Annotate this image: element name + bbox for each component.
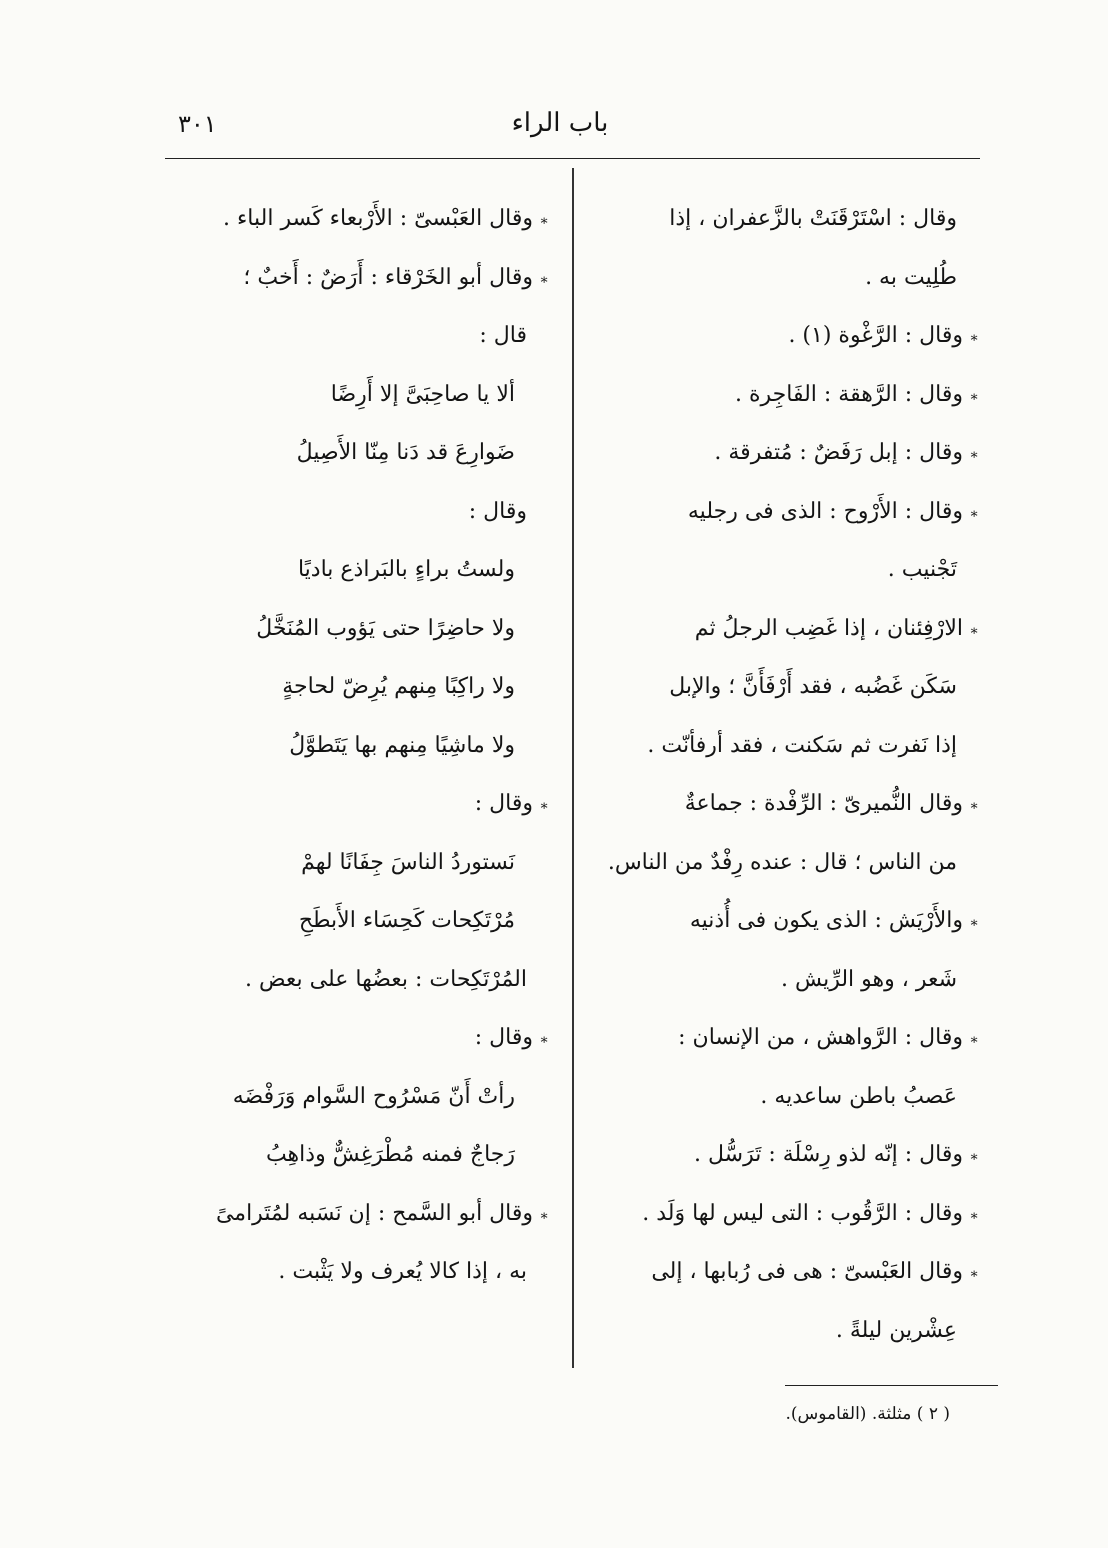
line-text: وقال العَبْسىّ : هى فى رُبابها ، إلى: [651, 1259, 963, 1284]
asterisk-icon: ∗: [539, 1207, 549, 1224]
text-line: [595, 249, 985, 308]
asterisk-icon: ∗: [539, 213, 549, 229]
footnote: ( ٢ ) مثلثة. (القاموس).: [785, 1404, 950, 1424]
asterisk-icon: ∗: [969, 915, 979, 931]
text-line: [160, 658, 555, 717]
line-text: سَكَن غَضُبه ، فقد أَرْفَأَنَّ ؛ والإبل: [669, 674, 957, 699]
right-column: [595, 190, 985, 1360]
line-text: تَجْنيب .: [887, 557, 957, 582]
asterisk-icon: ∗: [539, 271, 549, 288]
text-line: [160, 892, 555, 951]
chapter-title: باب الراء: [511, 108, 609, 138]
text-line: [595, 541, 985, 600]
text-line: [160, 249, 555, 308]
line-text: ولا حاضِرًا حتى يَؤوب المُنَخَّلُ: [256, 615, 515, 641]
line-text: نَستوردُ الناسَ جِفَانًا لهمْ: [301, 849, 515, 875]
asterisk-icon: ∗: [539, 798, 549, 814]
asterisk-icon: ∗: [969, 388, 979, 405]
text-line: [160, 483, 555, 542]
line-text: وقال : الرَّغْوة (١) .: [788, 323, 963, 348]
text-line: [160, 366, 555, 425]
text-line: [595, 951, 985, 1010]
line-text: وقال أبو السَّمح : إن نَسَبه لمُتَرامىً: [215, 1200, 533, 1226]
asterisk-icon: ∗: [969, 330, 979, 346]
asterisk-icon: ∗: [969, 798, 979, 814]
line-text: وقال : الرَّقُوب : التى ليس لها وَلَد .: [642, 1200, 963, 1226]
header-rule: [165, 158, 980, 159]
asterisk-icon: ∗: [969, 1149, 979, 1165]
text-line: [160, 1009, 555, 1068]
line-text: ألا يا صاحِبَىَّ إلا أَرِضًا: [330, 381, 515, 407]
text-line: [595, 190, 985, 249]
line-text: وقال : الرَّواهش ، من الإنسان :: [678, 1025, 963, 1050]
line-text: والأَرْيَش : الذى يكون فى أُذنيه: [689, 908, 963, 933]
line-text: عِشْرين ليلةً .: [835, 1317, 957, 1343]
line-text: ضَوارِعَ قد دَنا مِنّا الأَصِيلُ: [296, 440, 515, 465]
text-line: [595, 1068, 985, 1127]
text-line: [595, 834, 985, 893]
line-text: وقال : إنّه لذو رِسْلَة : تَرَسُّل .: [694, 1142, 963, 1167]
text-line: [595, 307, 985, 366]
text-line: [160, 600, 555, 659]
text-line: [595, 1126, 985, 1185]
line-text: وقال أبو الخَرْقاء : أَرَضٌ : أَخبٌ ؛: [243, 264, 533, 290]
text-line: [160, 424, 555, 483]
text-line: [160, 775, 555, 834]
page-number: ٣٠١: [178, 110, 217, 138]
line-text: طُلِيت به .: [865, 264, 957, 290]
asterisk-icon: ∗: [969, 622, 979, 639]
line-text: شَعر ، وهو الرِّيش .: [781, 966, 957, 992]
line-text: وقال :: [468, 498, 527, 524]
footnote-rule: [785, 1385, 998, 1386]
asterisk-icon: ∗: [969, 447, 979, 463]
line-text: الارْفِئنان ، إذا غَضِب الرجلُ ثم: [694, 615, 963, 641]
left-column: [160, 190, 555, 1302]
text-line: [595, 717, 985, 776]
text-line: [595, 1302, 985, 1361]
line-text: وقال النُّميرىّ : الرِّفْدة : جماعةٌ: [684, 791, 963, 816]
line-text: ولستُ براءٍ بالبَراذع باديًا: [297, 557, 515, 582]
text-line: [595, 1009, 985, 1068]
line-text: عَصبُ باطن ساعديه .: [760, 1083, 957, 1109]
text-line: [595, 1243, 985, 1302]
text-line: [595, 600, 985, 659]
text-line: [595, 424, 985, 483]
text-line: [160, 717, 555, 776]
asterisk-icon: ∗: [969, 1032, 979, 1048]
asterisk-icon: ∗: [969, 1207, 979, 1224]
line-text: وقال : اسْتَرْقَنَتْ بالزَّعفران ، إذا: [669, 206, 957, 231]
text-line: [595, 892, 985, 951]
line-text: قال :: [479, 323, 527, 348]
text-line: [160, 834, 555, 893]
line-text: المُرْتَكِحات : بعضُها على بعض .: [244, 966, 527, 992]
asterisk-icon: ∗: [969, 505, 979, 522]
text-line: [595, 1185, 985, 1244]
line-text: وقال : الرَّهقة : الفَاجِرة .: [734, 381, 963, 407]
line-text: ولا راكِبًا مِنهم يُرِضّ لحاجةٍ: [282, 674, 515, 699]
line-text: إذا نَفرت ثم سَكنت ، فقد أرفأنّت .: [647, 732, 957, 758]
line-text: وقال : إبل رَفَضٌ : مُتفرقة .: [714, 440, 963, 465]
line-text: رَجاجٌ فمنه مُطْرَغِشٌّ وذاهِبُ: [265, 1142, 515, 1167]
line-text: وقال :: [474, 1025, 533, 1050]
line-text: مُرْتَكِحات كَحِسَاء الأَبطَحِ: [298, 908, 515, 933]
text-line: [160, 190, 555, 249]
asterisk-icon: ∗: [539, 1032, 549, 1048]
line-text: وقال العَبْسىّ : الأَرْبعاء كَسر الباء .: [222, 206, 533, 231]
text-line: [160, 1126, 555, 1185]
text-line: [160, 307, 555, 366]
text-line: [160, 1185, 555, 1244]
text-line: [595, 658, 985, 717]
text-line: [595, 483, 985, 542]
line-text: من الناس ؛ قال : عنده رِفْدٌ من الناس.: [607, 849, 957, 875]
line-text: ولا ماشِيًا مِنهم بها يَتَطوَّلُ: [289, 732, 515, 758]
line-text: رأتْ أَنّ مَسْرُوح السَّوام وَرَفْضَه: [232, 1083, 515, 1109]
column-divider: [572, 168, 574, 1368]
text-line: [160, 1243, 555, 1302]
line-text: وقال :: [474, 791, 533, 816]
line-text: به ، إذا كالا يُعرف ولا يَثْبت .: [278, 1259, 527, 1284]
text-line: [160, 1068, 555, 1127]
text-line: [160, 541, 555, 600]
text-line: [595, 366, 985, 425]
text-line: [160, 951, 555, 1010]
line-text: وقال : الأَرْوح : الذى فى رجليه: [687, 498, 963, 524]
text-line: [595, 775, 985, 834]
asterisk-icon: ∗: [969, 1266, 979, 1282]
